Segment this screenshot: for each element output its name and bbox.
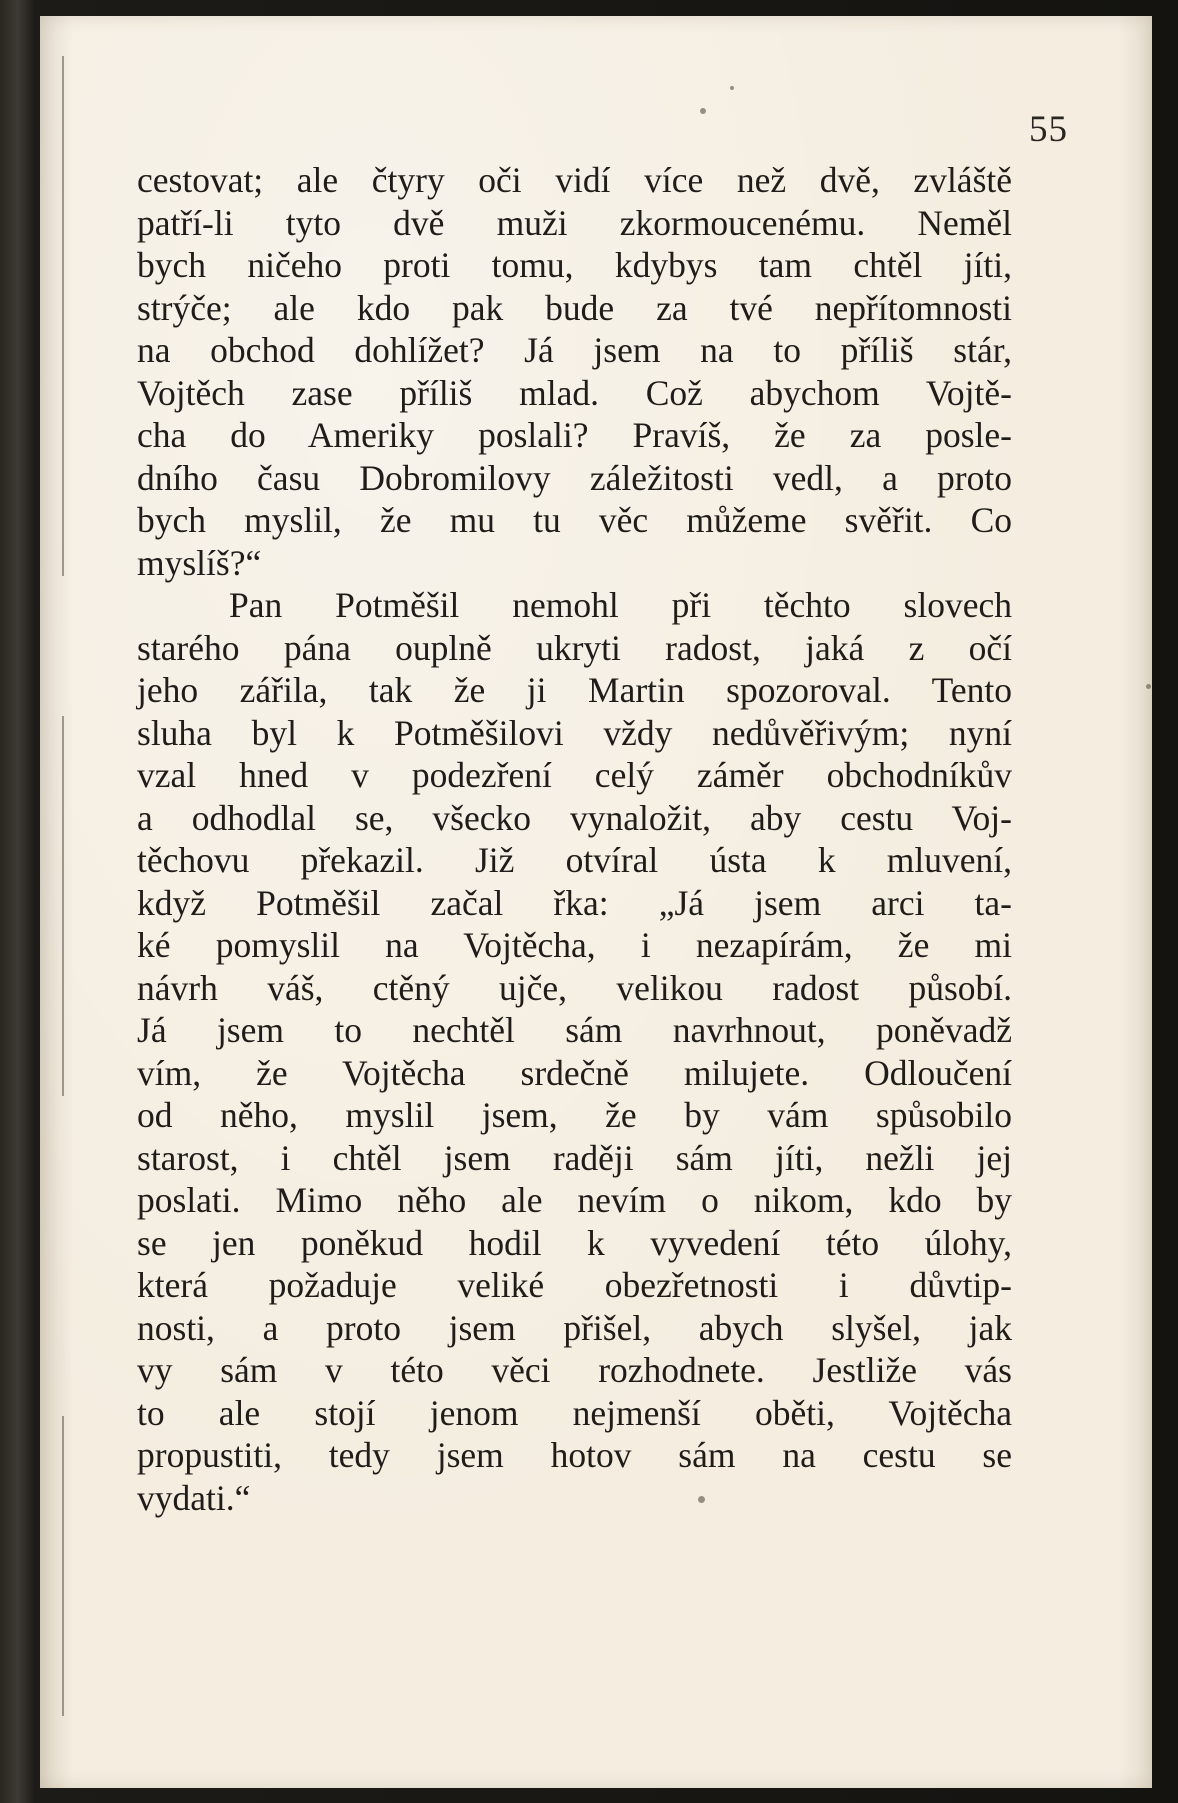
- paper-speck: [1146, 684, 1151, 689]
- text-line: cha do Ameriky poslali? Pravíš, že za posle-: [137, 415, 1012, 455]
- text-line: bych myslil, že mu tu věc můžeme svěřit. Co: [137, 500, 1012, 540]
- book-page: [40, 16, 1152, 1788]
- text-line: sluha byl k Potměšilovi vždy nedůvěřivým; nyní: [137, 712, 1012, 753]
- text-line: bych ničeho proti tomu, kdybys tam chtěl jíti,: [137, 245, 1012, 285]
- text-line: která požaduje veliké obezřetnosti i důvtip-: [137, 1265, 1012, 1305]
- text-line: Pan Potměšil nemohl při těchto slovech: [229, 585, 1012, 625]
- body-text: [137, 159, 1012, 1519]
- text-line: a odhodlal se, všecko vynaložit, aby cestu Voj-: [137, 797, 1012, 838]
- text-line: cestovat; ale čtyry oči vidí více než dvě, zvláště: [137, 160, 1012, 200]
- text-line: nosti, a proto jsem přišel, abych slyšel, jak: [137, 1307, 1012, 1348]
- text-line: když Potměšil začal řka: „Já jsem arci ta-: [137, 882, 1012, 923]
- text-line: strýče; ale kdo pak bude za tvé nepřítomnosti: [137, 287, 1012, 328]
- text-line: těchovu překazil. Již otvíral ústa k mluvení,: [137, 840, 1012, 880]
- text-line: patří-li tyto dvě muži zkormoucenému. Neměl: [137, 202, 1012, 243]
- text-line: jeho zářila, tak že ji Martin spozoroval. Tento: [137, 670, 1012, 710]
- binding-edge-line: [62, 1416, 64, 1716]
- text-line: Já jsem to nechtěl sám navrhnout, poněvadž: [137, 1010, 1012, 1050]
- text-line: vzal hned v podezření celý záměr obchodníkův: [137, 755, 1012, 795]
- text-line: se jen poněkud hodil k vyvedení této úlohy,: [137, 1222, 1012, 1263]
- text-line: dního času Dobromilovy záležitosti vedl, a proto: [137, 457, 1012, 498]
- text-line: starého pána ouplně ukryti radost, jaká z očí: [137, 627, 1012, 668]
- text-line: myslíš?“: [137, 542, 262, 583]
- paper-speck: [700, 108, 706, 114]
- text-line: vy sám v této věci rozhodnete. Jestliže vás: [137, 1350, 1012, 1390]
- text-line: návrh váš, ctěný ujče, velikou radost působí.: [137, 967, 1012, 1008]
- text-line: vím, že Vojtěcha srdečně milujete. Odloučení: [137, 1052, 1012, 1093]
- text-line: to ale stojí jenom nejmenší oběti, Vojtěcha: [137, 1392, 1012, 1433]
- text-line: Vojtěch zase příliš mlad. Což abychom Vojtě-: [137, 372, 1012, 413]
- text-line: od něho, myslil jsem, že by vám spůsobilo: [137, 1095, 1012, 1135]
- page-number: 55: [1029, 109, 1068, 150]
- text-line: poslati. Mimo něho ale nevím o nikom, kdo by: [137, 1180, 1012, 1220]
- text-line: vydati.“: [137, 1477, 251, 1518]
- text-line: starost, i chtěl jsem raději sám jíti, nežli jej: [137, 1137, 1012, 1178]
- text-line: na obchod dohlížet? Já jsem na to příliš stár,: [137, 330, 1012, 370]
- text-line: propustiti, tedy jsem hotov sám na cestu se: [137, 1435, 1012, 1475]
- paper-speck: [730, 86, 734, 90]
- text-line: ké pomyslil na Vojtěcha, i nezapírám, že mi: [137, 925, 1012, 965]
- binding-edge-line: [62, 56, 64, 576]
- binding-edge-line: [62, 716, 64, 1096]
